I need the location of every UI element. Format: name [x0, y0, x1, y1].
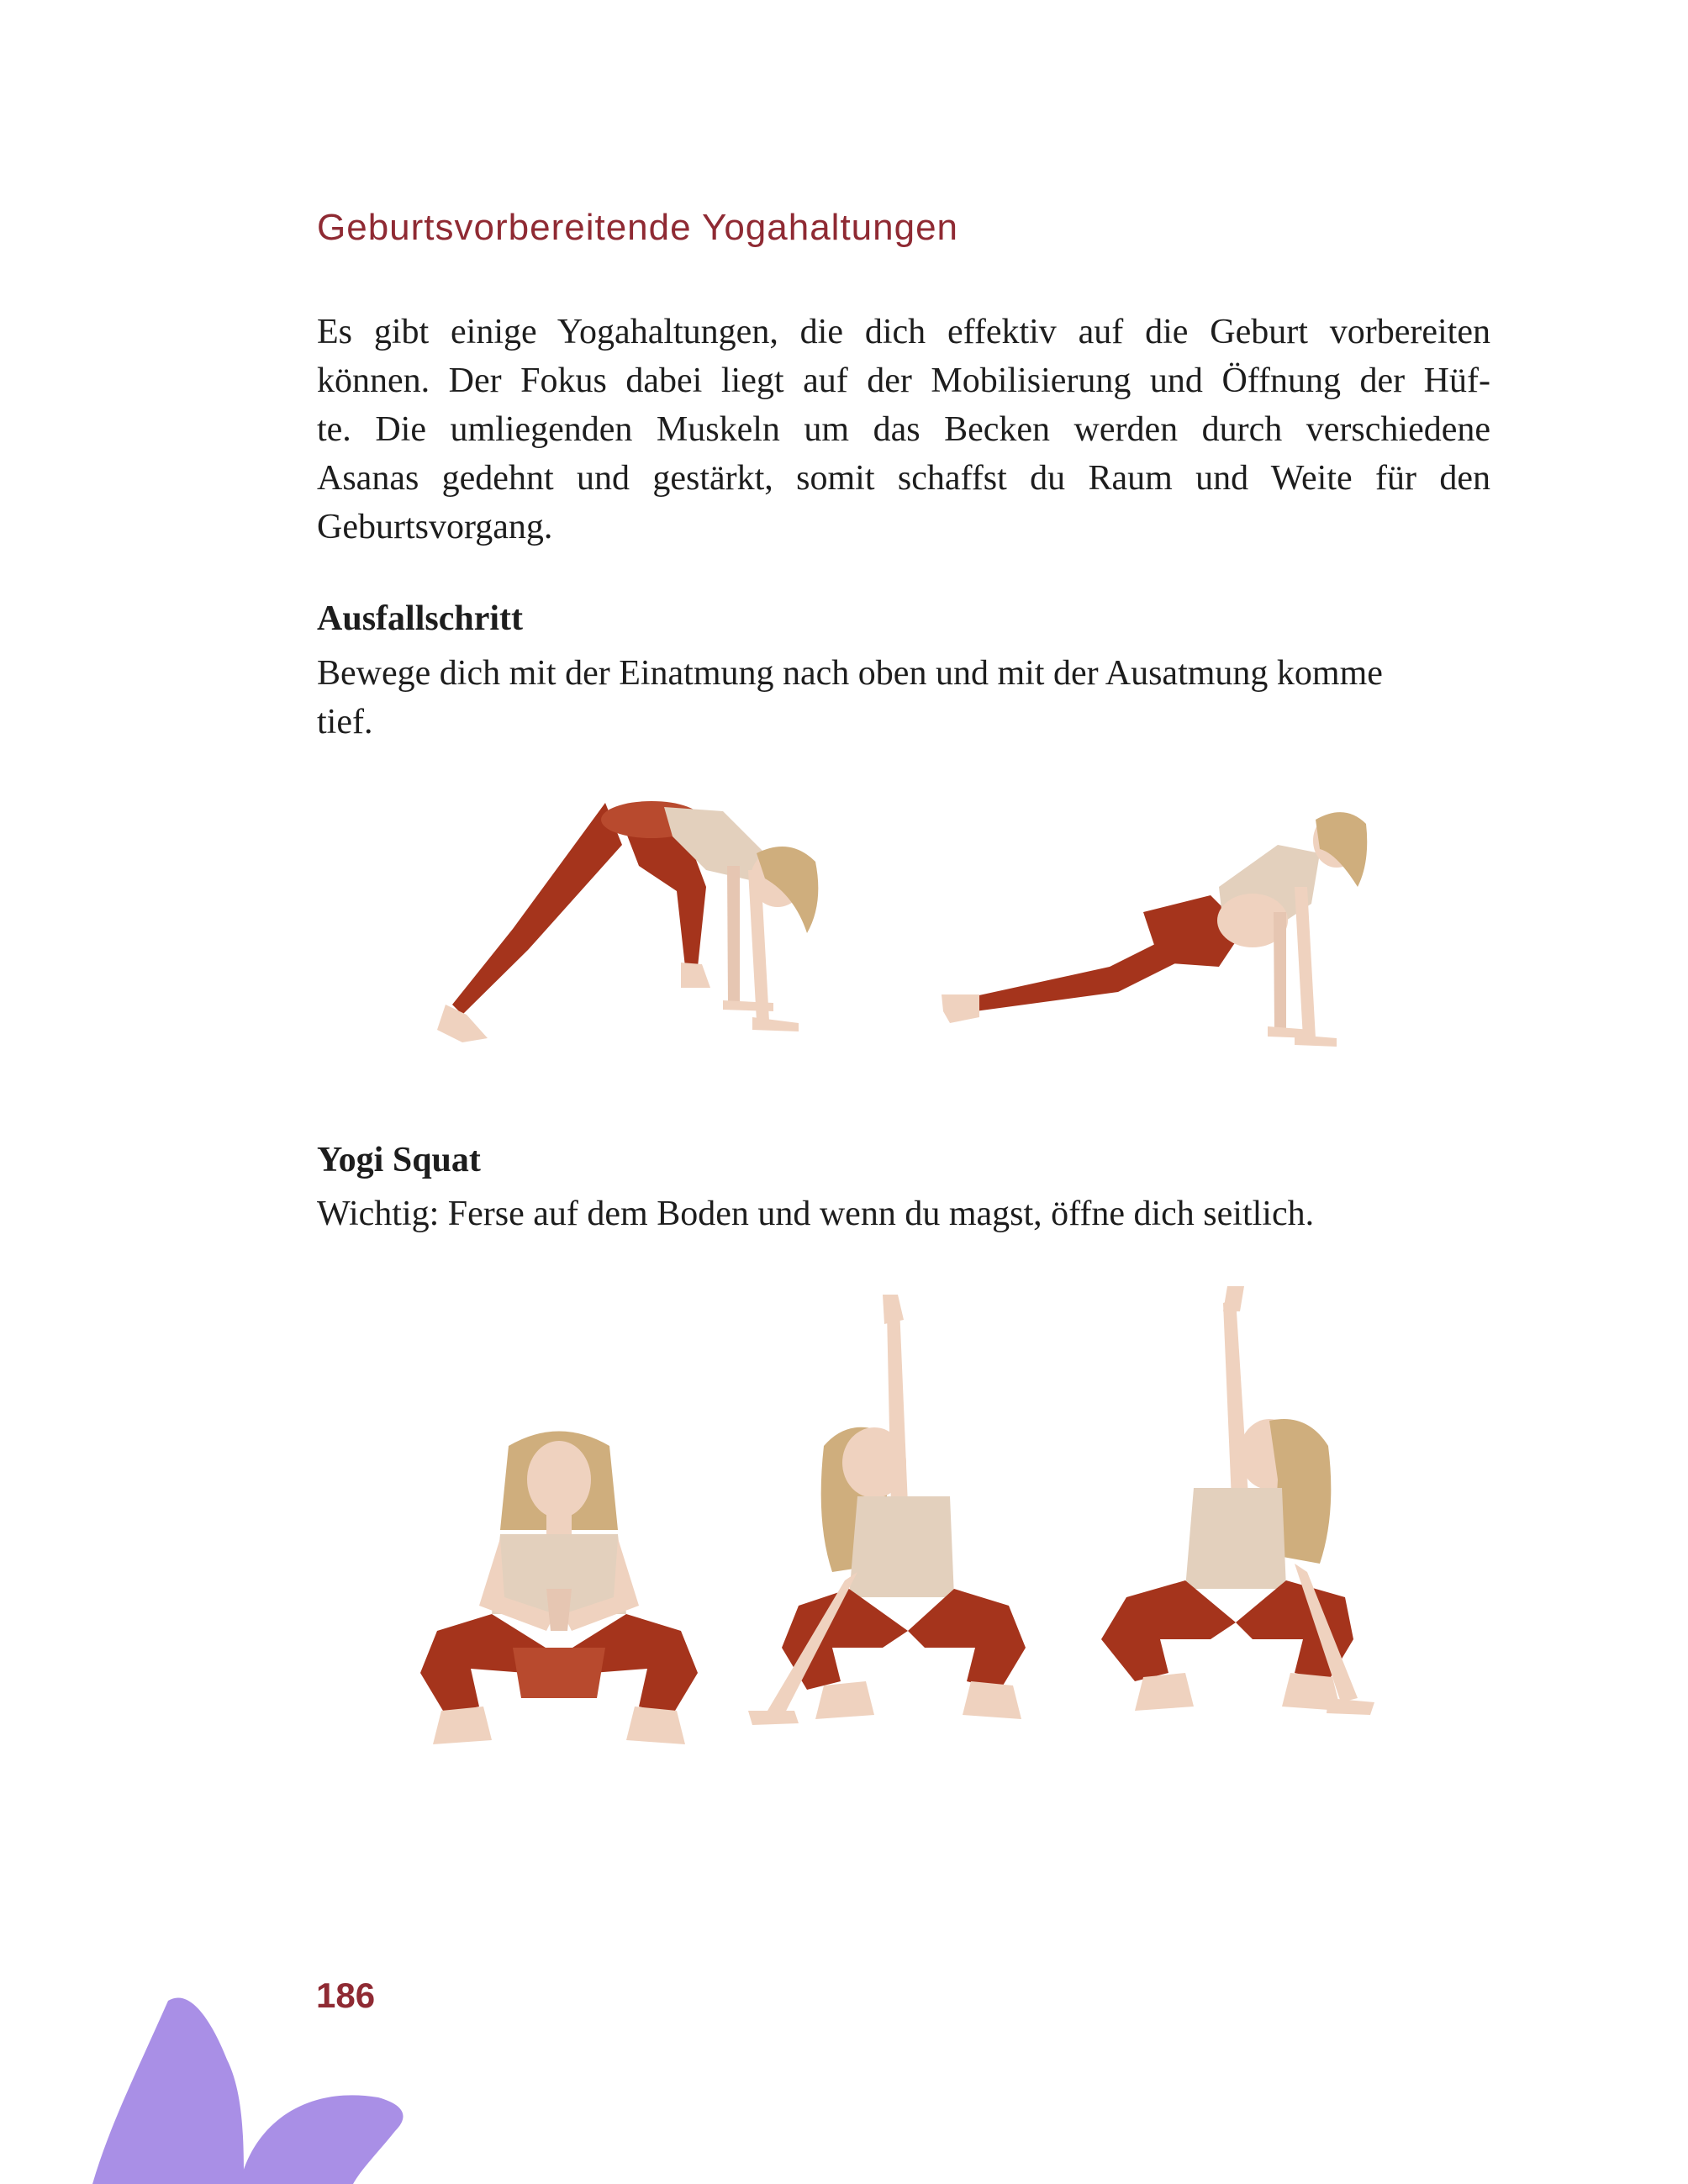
- intro-line: Geburtsvorgang.: [317, 508, 553, 546]
- pose-text-line: tief.: [317, 703, 373, 741]
- downward-lunge-figure-icon: [429, 786, 849, 1072]
- yogi-squat-twist-right-figure-icon: [1101, 1286, 1379, 1740]
- section-heading: Geburtsvorbereitende Yogahaltungen: [317, 207, 959, 248]
- pose-text-line: Wichtig: Ferse auf dem Boden und wenn du magst, öffne dich seitlich.: [317, 1195, 1315, 1233]
- pose-description-ausfallschritt: [317, 649, 1490, 746]
- intro-line: te. Die umliegenden Muskeln um das Becken werden durch verschiedene: [317, 410, 1490, 449]
- pose-description-yogi-squat: [317, 1190, 1490, 1238]
- intro-line: können. Der Fokus dabei liegt auf der Mobilisierung und Öffnung der Hüf-: [317, 361, 1490, 400]
- pose-text-line: Bewege dich mit der Einatmung nach oben und mit der Ausatmung komme: [317, 654, 1383, 693]
- yogi-squat-prayer-figure-icon: [420, 1421, 698, 1757]
- intro-line: Asanas gedehnt und gestärkt, somit schaffst du Raum und Weite für den: [317, 459, 1490, 498]
- pose-title-ausfallschritt: Ausfallschritt: [317, 599, 523, 638]
- yogi-squat-twist-left-figure-icon: [748, 1295, 1051, 1757]
- purple-leaf-shape-icon: [0, 1984, 420, 2184]
- pose-title-yogi-squat: Yogi Squat: [317, 1141, 481, 1179]
- intro-line: Es gibt einige Yogahaltungen, die dich effektiv auf die Geburt vorbereiten: [317, 313, 1490, 351]
- page-number: 186: [316, 1976, 376, 2015]
- intro-paragraph: [317, 308, 1490, 551]
- low-lunge-figure-icon: [942, 786, 1379, 1072]
